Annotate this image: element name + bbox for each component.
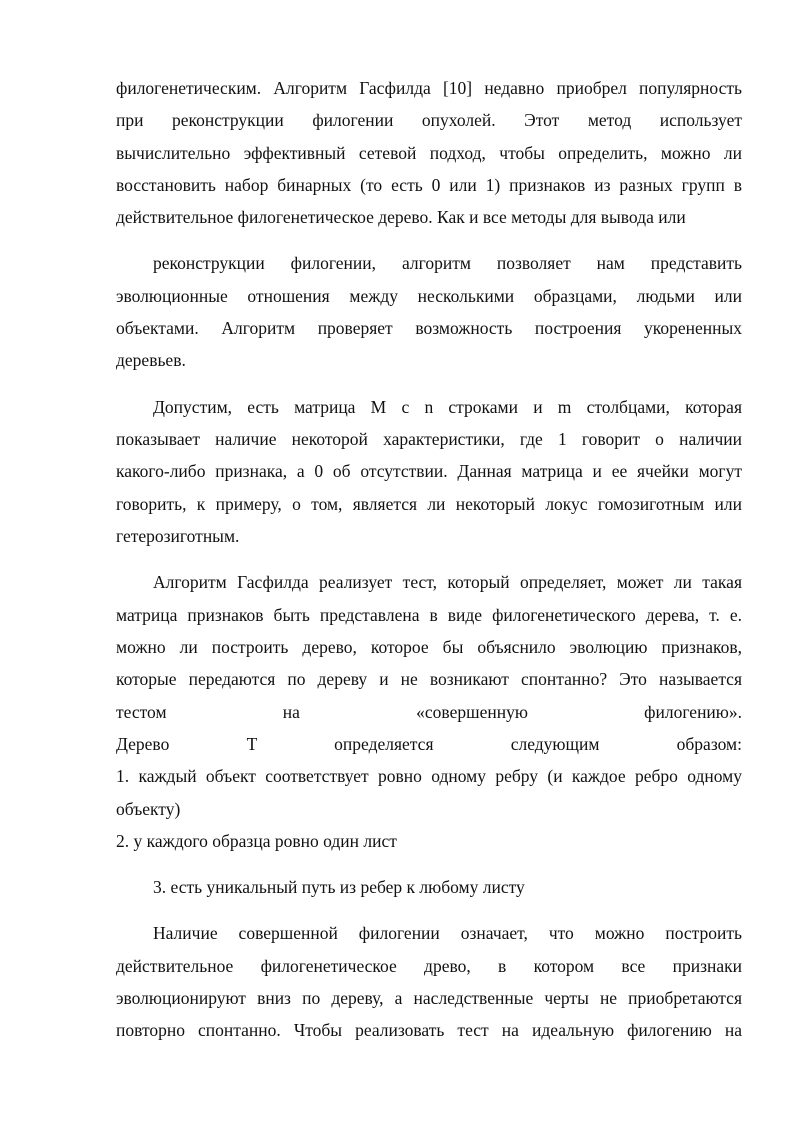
text-line: реконструкции филогении, алгоритм позволяет нам представить: [153, 253, 742, 273]
text-line: какого-либо признака, а 0 об отсутствии. Данная матрица и ее ячейки могут: [116, 461, 742, 481]
list-item: 2. у каждого образца ровно один лист: [116, 831, 397, 851]
text-line: деревьев.: [116, 350, 186, 370]
text-line: Наличие совершенной филогении означает, что можно построить: [153, 923, 742, 943]
text-line: показывает наличие некоторой характеристики, где 1 говорит о наличии: [116, 429, 742, 449]
text-line: повторно спонтанно. Чтобы реализовать тест на идеальную филогению на: [116, 1020, 742, 1040]
text-line: гетерозиготным.: [116, 526, 240, 546]
text-line: можно ли построить дерево, которое бы объяснило эволюцию признаков,: [116, 637, 742, 657]
text-line: вычислительно эффективный сетевой подход, чтобы определить, можно ли: [116, 143, 742, 163]
text-line: эволюционируют вниз по дереву, а наследственные черты не приобретаются: [116, 988, 742, 1008]
text-line: которые передаются по дереву и не возникают спонтанно? Это называется: [116, 669, 742, 689]
text-line: говорить, к примеру, о том, является ли некоторый локус гомозиготным или: [116, 494, 742, 514]
text-line: действительное филогенетическое дерево. Как и все методы для вывода или: [116, 207, 686, 227]
text-line: эволюционные отношения между несколькими образцами, людьми или: [116, 286, 742, 306]
text-line: объектами. Алгоритм проверяет возможность построения укорененных: [116, 318, 742, 338]
text-line: действительное филогенетическое древо, в котором все признаки: [116, 956, 742, 976]
text-line: тестом на «совершенную филогению».: [116, 702, 742, 722]
text-line: при реконструкции филогении опухолей. Этот метод использует: [116, 110, 742, 130]
list-item: 1. каждый объект соответствует ровно одному ребру (и каждое ребро одному: [116, 766, 742, 786]
text-line: восстановить набор бинарных (то есть 0 или 1) признаков из разных групп в: [116, 175, 742, 195]
list-item: 3. есть уникальный путь из ребер к любому листу: [153, 877, 525, 897]
text-line: филогенетическим. Алгоритм Гасфилда [10] недавно приобрел популярность: [116, 78, 742, 98]
text-line: Алгоритм Гасфилда реализует тест, который определяет, может ли такая: [153, 572, 742, 592]
text-line: Дерево T определяется следующим образом:: [116, 734, 742, 754]
text-line: Допустим, есть матрица M с n строками и m столбцами, которая: [153, 397, 742, 417]
text-line: объекту): [116, 799, 181, 819]
text-line: матрица признаков быть представлена в виде филогенетического дерева, т. е.: [116, 605, 742, 625]
